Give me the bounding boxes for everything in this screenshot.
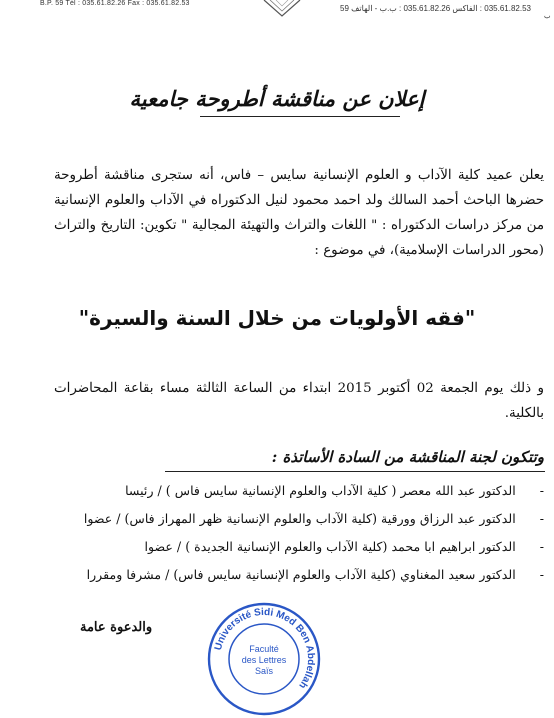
header-left-contact: B.P. 59 Tél : 035.61.82.26 Fax : 035.61.82.53 [40,0,190,7]
defense-date-paragraph: و ذلك يوم الجمعة 02 أكتوبر 2015 ابتداء من الساعة الثالثة مساء بقاعة المحاضرات بالكلية. [54,381,544,421]
member-name: الدكتور عبد الله معصر [400,483,516,498]
committee-member [24,561,544,589]
committee-title-underline [165,471,545,472]
member-institution: (كلية الآداب والعلوم الإنسانية ظهر المهراز فاس) [124,511,377,526]
committee-member [24,477,544,505]
member-institution: ( كلية الآداب والعلوم الإنسانية سايس فاس ) [165,483,397,498]
closing-note: والدعوة عامة [80,620,153,635]
announcement-paragraph: يعلن عميد كلية الآداب و العلوم الإنسانية سايس – فاس، أنه ستجرى مناقشة أطروحة حضرها الباحث أحمد السالك ولد احمد محمود لنيل الدكتوراه في الآداب والعلوم الإنسانية من مركز دراسات الدكتوراه : " اللغات والتراث والتهيئة المجالية " تكوين: التاريخ والتراث (محور الدراسات الإسلامية)، في موضوع : [54,168,544,258]
announcement-title: إعلان عن مناقشة أطروحة جامعية [129,86,425,111]
member-institution: (كلية الآداب والعلوم الإنسانية الجديدة ) [185,539,388,554]
thesis-subject: "فقه الأولويات من خلال السنة والسيرة" [78,306,476,330]
stamp-line-2: des Lettres [241,655,287,665]
member-bullet: - [539,539,544,554]
member-role: / مشرفا ومقررا [86,567,170,582]
faculty-logo-icon [262,0,302,18]
committee-member [24,533,544,561]
header-edge-mark: ب [544,13,551,20]
member-name: الدكتور ابراهيم ابا محمد [391,539,516,554]
member-bullet: - [539,483,544,498]
stamp-line-1: Faculté [249,644,279,654]
title-underline [200,116,400,117]
member-name: الدكتور عبد الرزاق وورقية [381,511,516,526]
committee-title: وتتكون لجنة المناقشة من السادة الأساتذة : [271,448,544,466]
faculty-stamp-icon [205,600,323,718]
stamp-ring-textpath: Université Sidi Med Ben Abdellah [212,606,317,691]
member-role: / عضوا [83,511,121,526]
member-role: / رئيسا [125,483,162,498]
member-institution: (كلية الآداب والعلوم الإنسانية سايس فاس) [173,567,397,582]
member-bullet: - [539,511,544,526]
committee-member [24,505,544,533]
member-bullet: - [539,567,544,582]
stamp-line-3: Saïs [254,666,274,676]
header-right-contact: 035.61.82.53 : الفاكس 035.61.82.26 : ب.ب - الهاتف 59 [340,4,531,13]
committee-members-list [24,477,544,589]
member-role: / عضوا [144,539,182,554]
member-name: الدكتور سعيد المغناوي [400,567,516,582]
